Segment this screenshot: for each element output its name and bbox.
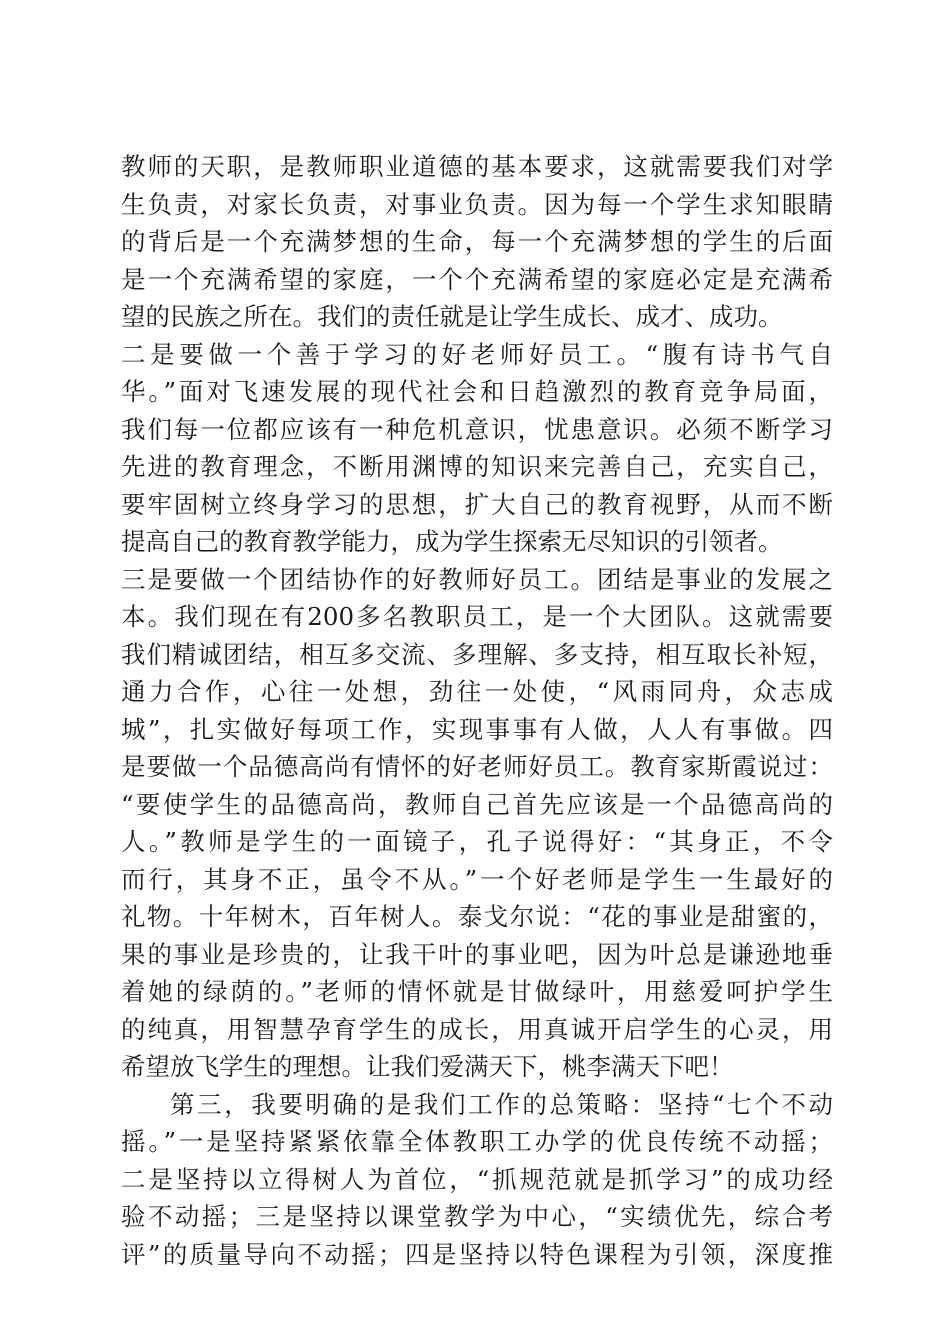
text-line: 先进的教育理念，不断用渊博的知识来完善自己，充实自己， xyxy=(121,452,833,481)
text-line: 我们精诚团结，相互多交流、多理解、多支持，相互取长补短， xyxy=(121,639,833,669)
text-line: 二是要做一个善于学习的好老师好员工。“腹有诗书气自 xyxy=(121,339,833,369)
body-text xyxy=(121,148,833,1273)
text-line: 人。”教师是学生的一面镜子，孔子说得好：“其身正，不令 xyxy=(121,827,833,856)
text-line: 要牢固树立终身学习的思想，扩大自己的教育视野，从而不断 xyxy=(121,489,833,519)
text-line: 提高自己的教育教学能力，成为学生探索无尽知识的引领者。 xyxy=(121,527,783,556)
text-line: 望的民族之所在。我们的责任就是让学生成长、成才、成功。 xyxy=(121,302,783,331)
text-line: 二是坚持以立得树人为首位，“抓规范就是抓学习”的成功经 xyxy=(121,1164,833,1194)
text-line: 而行，其身不正，虽令不从。”一个好老师是学生一生最好的 xyxy=(121,864,833,894)
text-line: 是要做一个品德高尚有情怀的好老师好员工。教育家斯霞说过： xyxy=(121,752,833,781)
text-line: 着她的绿荫的。”老师的情怀就是甘做绿叶，用慈爱呵护学生 xyxy=(121,977,833,1006)
text-line: 评”的质量导向不动摇；四是坚持以特色课程为引领，深度推 xyxy=(121,1239,833,1269)
text-line: 本。我们现在有200多名教职员工，是一个大团队。这就需要 xyxy=(121,602,833,631)
text-line: 通力合作，心往一处想，劲往一处使，“风雨同舟，众志成 xyxy=(121,677,833,706)
text-line: 果的事业是珍贵的，让我干叶的事业吧，因为叶总是谦逊地垂 xyxy=(121,939,833,969)
text-line: 我们每一位都应该有一种危机意识，忧患意识。必须不断学习 xyxy=(121,414,833,444)
text-line: 摇。”一是坚持紧紧依靠全体教职工办学的优良传统不动摇； xyxy=(121,1127,833,1156)
text-line: 生负责，对家长负责，对事业负责。因为每一个学生求知眼睛 xyxy=(121,189,833,219)
text-line: “要使学生的品德高尚，教师自己首先应该是一个品德高尚的 xyxy=(121,789,833,819)
text-line: 华。”面对飞速发展的现代社会和日趋激烈的教育竞争局面， xyxy=(121,377,833,406)
text-line: 的纯真，用智慧孕育学生的成长，用真诚开启学生的心灵，用 xyxy=(121,1014,833,1044)
text-line: 礼物。十年树木，百年树人。泰戈尔说：“花的事业是甜蜜的， xyxy=(121,902,833,931)
text-line: 城”，扎实做好每项工作，实现事事有人做，人人有事做。四 xyxy=(121,714,833,744)
text-line: 教师的天职，是教师职业道德的基本要求，这就需要我们对学 xyxy=(121,152,833,181)
text-line: 是一个充满希望的家庭，一个个充满希望的家庭必定是充满希 xyxy=(121,264,833,294)
text-line: 的背后是一个充满梦想的生命，每一个充满梦想的学生的后面 xyxy=(121,227,833,256)
text-line: 验不动摇；三是坚持以课堂教学为中心，“实绩优先，综合考 xyxy=(121,1202,833,1231)
text-line: 三是要做一个团结协作的好教师好员工。团结是事业的发展之 xyxy=(121,564,833,594)
text-line: 第三，我要明确的是我们工作的总策略：坚持“七个不动 xyxy=(170,1089,833,1119)
text-line: 希望放飞学生的理想。让我们爱满天下，桃李满天下吧！ xyxy=(121,1052,734,1081)
